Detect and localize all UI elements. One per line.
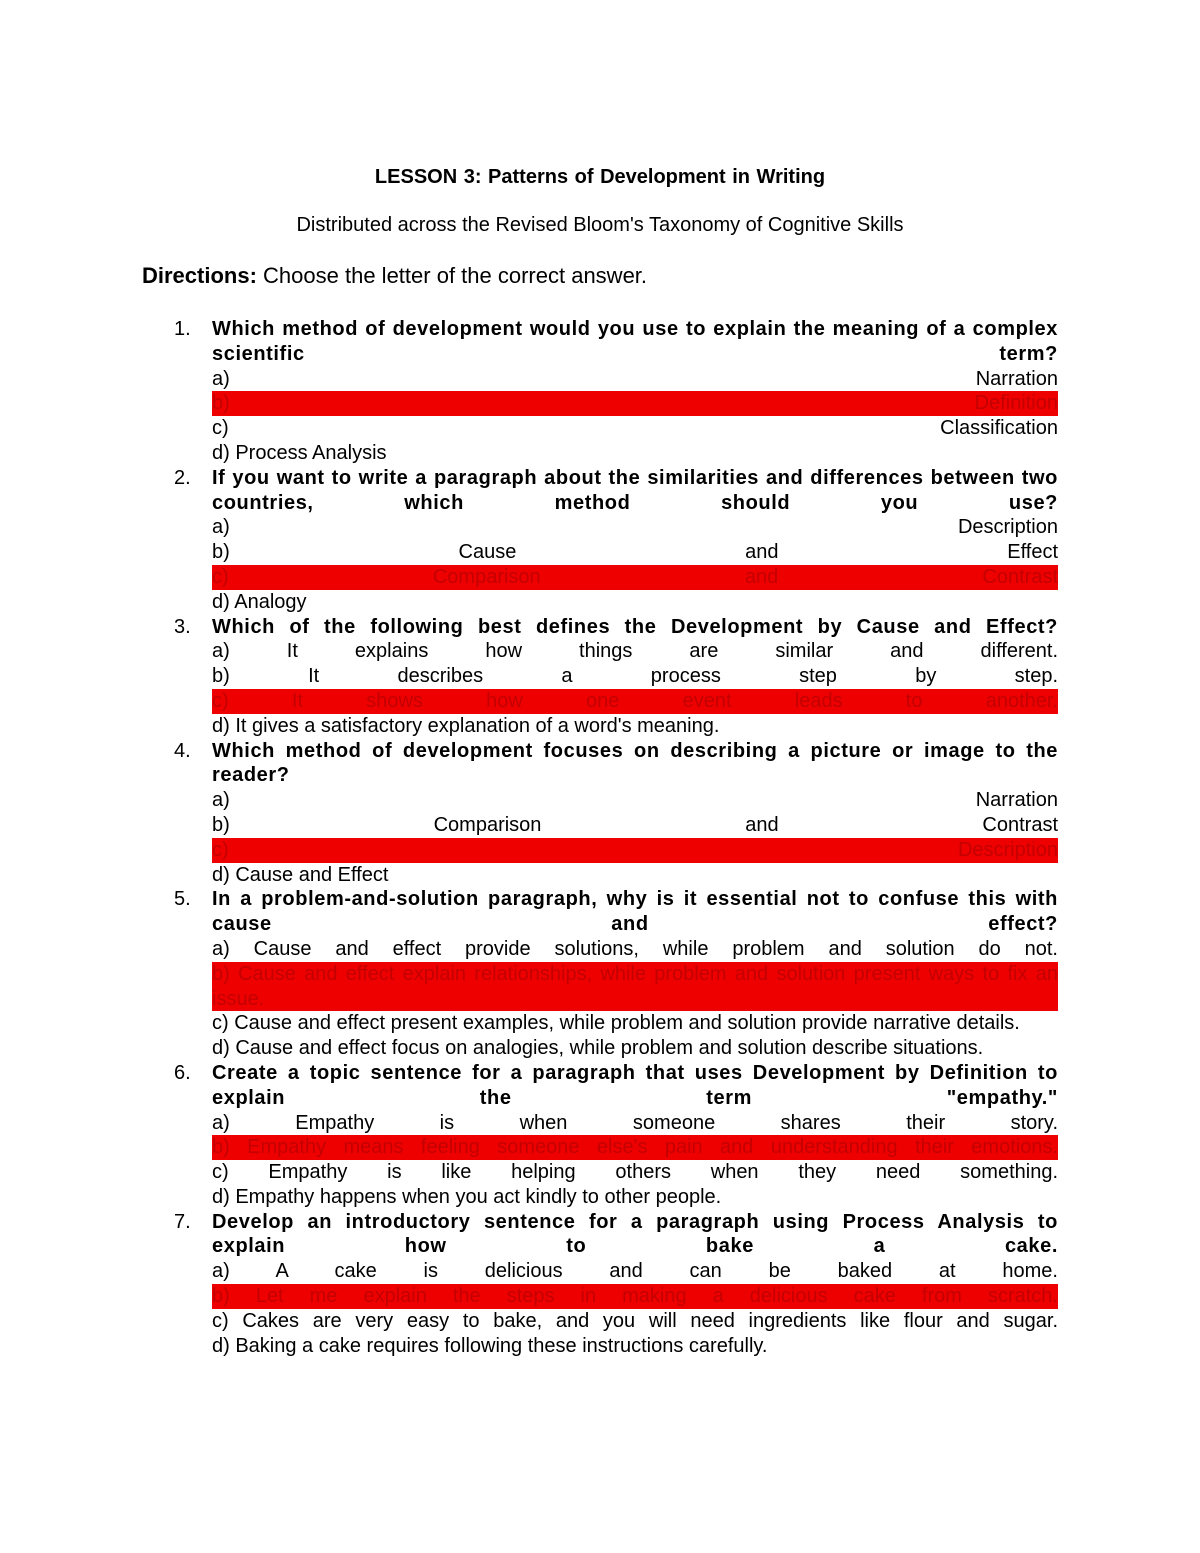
question-item: [0, 887, 1200, 1061]
question-item: [0, 466, 1200, 615]
option-d: d) Cause and effect focus on analogies, while problem and solution describe situations.: [212, 1037, 984, 1060]
option-c: c) Classification: [212, 417, 1058, 440]
directions-label: Directions:: [142, 263, 257, 288]
option-d: d) Analogy: [212, 590, 307, 613]
directions-text: Choose the letter of the correct answer.: [263, 263, 648, 288]
question-text: Which method of development focuses on describing a picture or image to the reader?: [212, 739, 1058, 787]
option-b: b) It describes a process step by step.: [212, 665, 1058, 688]
lesson-title: LESSON 3: Patterns of Development in Writing: [374, 166, 826, 188]
option-c: c) Empathy is like helping others when they need something.: [212, 1161, 1058, 1184]
option-b: b) Cause and Effect: [212, 541, 1058, 564]
question-item: [0, 1061, 1200, 1210]
question-number: 2.: [174, 466, 191, 489]
question-item: [0, 1210, 1200, 1359]
option-c: c) Cause and effect present examples, while problem and solution provide narrative details.: [212, 1012, 1020, 1035]
option-b-highlighted: b) Definition: [212, 392, 1058, 415]
option-a: a) Narration: [212, 367, 1058, 390]
option-c-highlighted: c) Description: [212, 838, 1058, 861]
option-c-highlighted: c) It shows how one event leads to another.: [212, 689, 1058, 712]
question-item: [0, 317, 1200, 466]
question-number: 4.: [174, 739, 191, 762]
option-d: d) Empathy happens when you act kindly to other people.: [212, 1185, 722, 1208]
question-item: [0, 739, 1200, 888]
question-number: 7.: [174, 1210, 191, 1233]
question-text: Develop an introductory sentence for a paragraph using Process Analysis to explain how to bake a cake.: [212, 1210, 1058, 1258]
question-number: 5.: [174, 888, 191, 911]
option-a: a) Cause and effect provide solutions, while problem and solution do not.: [212, 937, 1058, 960]
question-text: Which of the following best defines the Development by Cause and Effect?: [212, 615, 1058, 638]
option-a: a) Narration: [212, 789, 1058, 812]
option-a: a) A cake is delicious and can be baked at home.: [212, 1260, 1058, 1283]
option-d: d) Process Analysis: [212, 441, 387, 464]
option-b: b) Comparison and Contrast: [212, 813, 1058, 836]
question-list: [0, 317, 1200, 1358]
question-item: [0, 615, 1200, 739]
question-text: Create a topic sentence for a paragraph that uses Development by Definition to explain the term "empathy.": [212, 1061, 1058, 1109]
directions: [142, 263, 647, 289]
question-text: In a problem-and-solution paragraph, why is it essential not to confuse this with cause and effect?: [212, 888, 1058, 936]
option-c: c) Cakes are very easy to bake, and you will need ingredients like flour and sugar.: [212, 1309, 1058, 1332]
option-d: d) Cause and Effect: [212, 863, 389, 886]
option-b-highlighted: b) Empathy means feeling someone else's pain and understanding their emotions.: [212, 1136, 1058, 1159]
option-a: a) Description: [212, 516, 1058, 539]
question-number: 3.: [174, 615, 191, 638]
option-b-highlighted: b) Cause and effect explain relationships, while problem and solution present ways to fix an issue.: [212, 962, 1058, 1010]
option-a: a) Empathy is when someone shares their story.: [212, 1111, 1058, 1134]
lesson-subtitle: Distributed across the Revised Bloom's Taxonomy of Cognitive Skills: [296, 214, 904, 236]
question-text: Which method of development would you use to explain the meaning of a complex scientific term?: [212, 318, 1058, 365]
question-number: 6.: [174, 1061, 191, 1084]
option-d: d) It gives a satisfactory explanation of a word's meaning.: [212, 714, 720, 737]
question-number: 1.: [174, 318, 191, 340]
option-c-highlighted: c) Comparison and Contrast: [212, 565, 1058, 588]
option-b-highlighted: b) Let me explain the steps in making a delicious cake from scratch.: [212, 1285, 1058, 1308]
question-text: If you want to write a paragraph about the similarities and differences between two countries, which method should you use?: [212, 466, 1058, 514]
option-d: d) Baking a cake requires following these instructions carefully.: [212, 1334, 768, 1357]
option-a: a) It explains how things are similar and different.: [212, 640, 1058, 663]
